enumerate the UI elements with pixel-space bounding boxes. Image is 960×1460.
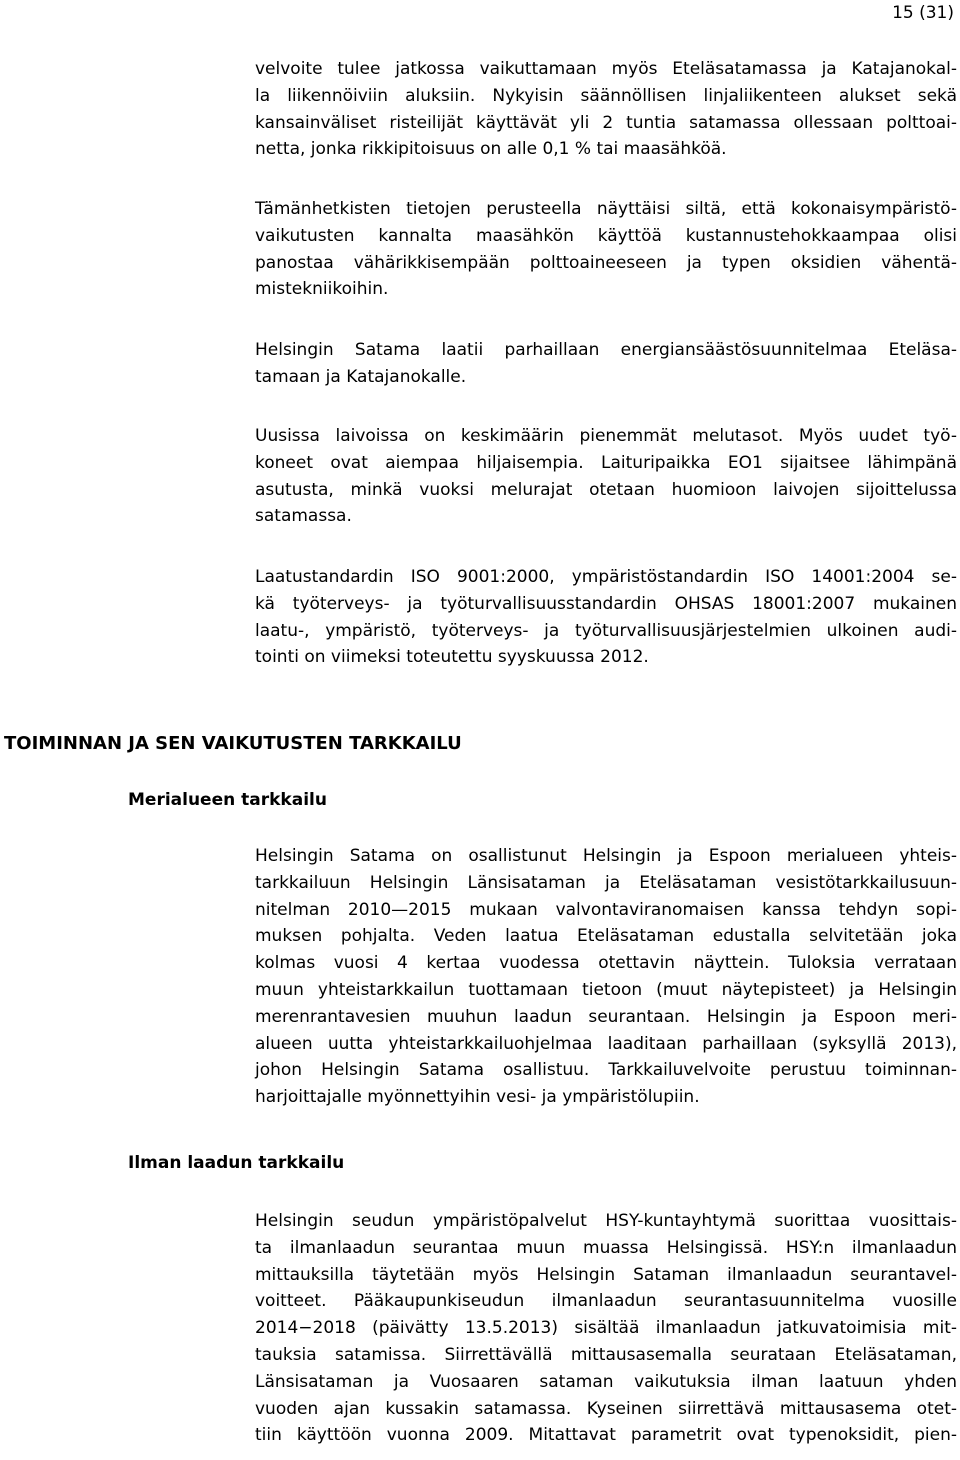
paragraph-sulphur-fuel [255, 56, 957, 163]
text-line: Tämänhetkisten tietojen perusteella näyttäisi siltä, että kokonaisympäristö- [255, 199, 957, 219]
text-line: Helsingin Satama on osallistunut Helsingin ja Espoon merialueen yhteis- [255, 846, 957, 866]
text-line: Länsisataman ja Vuosaaren sataman vaikutuksia ilman laatuun yhden [255, 1371, 957, 1392]
text-line: muun yhteistarkkailun tuottamaan tietoon (muut näytepisteet) ja Helsingin [255, 979, 957, 1000]
text-line: nitelman 2010—2015 mukaan valvontaviranomaisen kanssa tehdyn sopi- [255, 899, 957, 920]
text-line: koneet ovat aiempaa hiljaisempia. Laituripaikka EO1 sijaitsee lähimpänä [255, 452, 957, 473]
text-line: kä työterveys- ja työturvallisuusstandardin OHSAS 18001:2007 mukainen [255, 593, 957, 614]
text-line: voitteet. Pääkaupunkiseudun ilmanlaadun seurantasuunnitelma vuosille [255, 1291, 957, 1312]
paragraph-noise-levels [255, 423, 957, 530]
text-line: velvoite tulee jatkossa vaikuttamaan myös Eteläsatamassa ja Katajanokal- [255, 59, 957, 79]
text-line: Laatustandardin ISO 9001:2000, ympäristöstandardin ISO 14001:2004 se- [255, 567, 957, 587]
paragraph-energy-saving-plan [255, 337, 957, 391]
text-line: 2014−2018 (päivätty 13.5.2013) sisältää ilmanlaadun jatkuvatoimisia mit- [255, 1318, 957, 1339]
text-line: muksen pohjalta. Veden laatua Eteläsataman edustalla selvitetään joka [255, 926, 957, 947]
text-line: asutusta, minkä vuoksi melurajat otetaan huomioon laivojen sijoittelussa [255, 479, 957, 500]
text-line: tointi on viimeksi toteutettu syyskuussa 2012. [255, 647, 649, 668]
paragraph-environmental-impact [255, 196, 957, 303]
paragraph-standards-audit [255, 564, 957, 671]
text-line: satamassa. [255, 506, 352, 527]
text-line: merenrantavesien muuhun laadun seurantaan. Helsingin ja Espoon meri- [255, 1006, 957, 1027]
text-line: la liikennöiviin aluksiin. Nykyisin säännöllisen linjaliikenteen alukset sekä [255, 85, 957, 106]
text-line: johon Helsingin Satama osallistuu. Tarkkailuvelvoite perustuu toiminnan- [255, 1060, 957, 1081]
subheading-sea-area-monitoring: Merialueen tarkkailu [128, 790, 327, 810]
text-line: vuoden ajan kussakin satamassa. Kyseinen siirrettävä mittausasema otet- [255, 1398, 957, 1419]
paragraph-air-quality-monitoring [255, 1208, 957, 1449]
text-line: tarkkailuun Helsingin Länsisataman ja Eteläsataman vesistötarkkailusuun- [255, 872, 957, 893]
text-line: Helsingin Satama laatii parhaillaan energiansäästösuunnitelmaa Eteläsa- [255, 340, 957, 360]
paragraph-sea-area-monitoring [255, 843, 957, 1111]
text-line: netta, jonka rikkipitoisuus on alle 0,1 % tai maasähköä. [255, 139, 727, 160]
subheading-air-quality-monitoring: Ilman laadun tarkkailu [128, 1153, 345, 1173]
text-line: Helsingin seudun ympäristöpalvelut HSY-kuntayhtymä suorittaa vuosittais- [255, 1211, 957, 1231]
text-line: ta ilmanlaadun seurantaa muun muassa Helsingissä. HSY:n ilmanlaadun [255, 1237, 957, 1258]
text-line: mittauksilla täytetään myös Helsingin Sataman ilmanlaadun seurantavel- [255, 1264, 957, 1285]
text-line: kansainväliset risteilijät käyttävät yli 2 tuntia satamassa ollessaan polttoai- [255, 112, 957, 133]
text-line: vaikutusten kannalta maasähkön käyttöä kustannustehokkaampaa olisi [255, 225, 957, 246]
text-line: tamaan ja Katajanokalle. [255, 366, 467, 387]
text-line: kolmas vuosi 4 kertaa vuodessa otettavin näyttein. Tuloksia verrataan [255, 953, 957, 974]
text-line: mistekniikoihin. [255, 279, 389, 300]
page-number: 15 (31) [892, 3, 954, 23]
text-line: tiin käyttöön vuonna 2009. Mitattavat parametrit ovat typenoksidit, pien- [255, 1425, 957, 1446]
text-line: tauksia satamissa. Siirrettävällä mittausasemalla seurataan Eteläsataman, [255, 1344, 957, 1365]
text-line: harjoittajalle myönnettyihin vesi- ja ympäristölupiin. [255, 1087, 700, 1108]
section-heading-monitoring: TOIMINNAN JA SEN VAIKUTUSTEN TARKKAILU [4, 733, 462, 754]
text-line: panostaa vähärikkisempään polttoaineeseen ja typen oksidien vähentä- [255, 252, 957, 273]
text-line: alueen uutta yhteistarkkailuohjelmaa laaditaan parhaillaan (syksyllä 2013), [255, 1033, 957, 1054]
text-line: Uusissa laivoissa on keskimäärin pienemmät melutasot. Myös uudet työ- [255, 426, 957, 446]
text-line: laatu-, ympäristö, työterveys- ja työturvallisuusjärjestelmien ulkoinen audi- [255, 620, 957, 641]
